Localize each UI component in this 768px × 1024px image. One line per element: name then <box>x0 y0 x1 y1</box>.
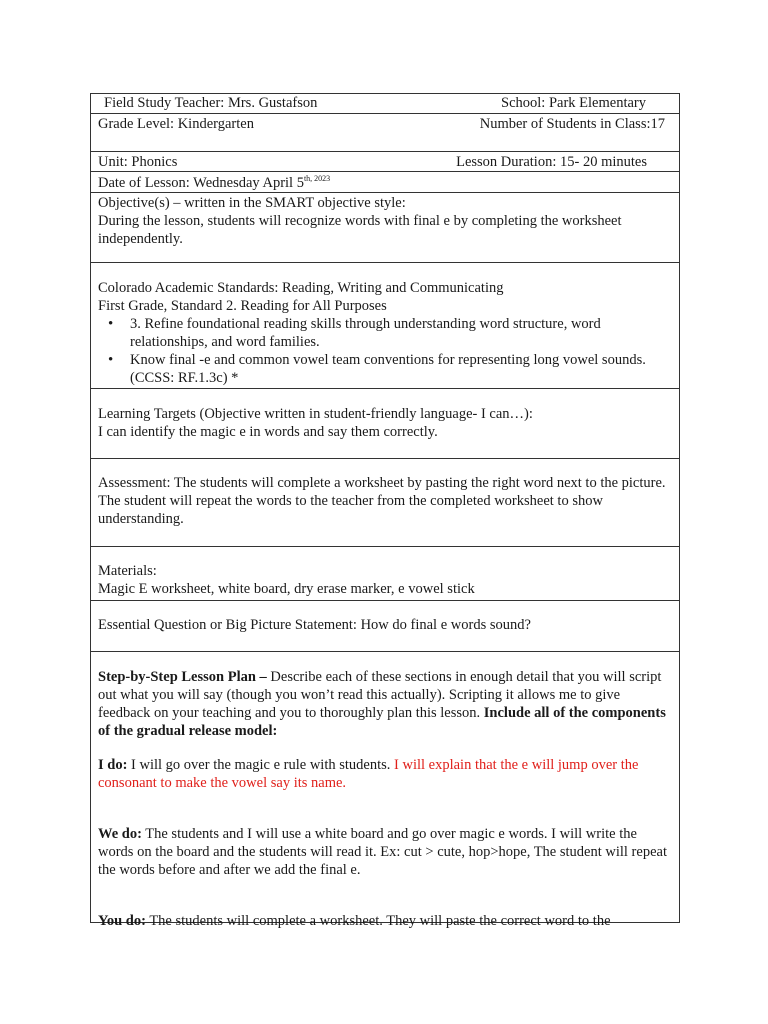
i-do-paragraph <box>98 756 672 792</box>
number-of-students: Number of Students in Class:17 <box>479 116 665 132</box>
i-do-text: I will go over the magic e rule with students. <box>127 757 395 773</box>
we-do-label: We do: <box>98 826 142 842</box>
you-do-label: You do: <box>98 913 146 929</box>
grade-level: Grade Level: Kindergarten <box>98 116 254 132</box>
lesson-plan-section <box>91 652 679 929</box>
standards-line-2: First Grade, Standard 2. Reading for All Purposes <box>98 298 387 314</box>
we-do-paragraph <box>98 825 672 879</box>
unit: Unit: Phonics <box>98 154 178 170</box>
you-do-paragraph <box>98 912 672 930</box>
teacher-row <box>91 94 679 114</box>
objectives-heading: Objective(s) – written in the SMART objective style: <box>98 195 406 211</box>
you-do-text: The students will complete a worksheet. They will paste the correct word to the <box>145 913 611 929</box>
lesson-duration: Lesson Duration: 15- 20 minutes <box>456 154 647 170</box>
assessment-section <box>91 459 679 547</box>
objectives-section <box>91 193 679 263</box>
school: School: Park Elementary <box>501 95 646 111</box>
standards-line-1: Colorado Academic Standards: Reading, Writing and Communicating <box>98 280 504 296</box>
i-do-red-text: I will explain that the e will jump over the consonant to make the vowel say its name. <box>98 757 639 791</box>
lesson-plan-description: Describe each of these sections in enough detail that you will script out what you will say (though you won’t read this actually). Scripting it allows me to give feedback on your teaching and you to thoroughly plan this lesson. <box>98 669 662 721</box>
unit-row <box>91 152 679 172</box>
standards-bullet: • Know final -e and common vowel team conventions for representing long vowel sounds. (CCSS: RF.1.3c) * <box>130 351 672 387</box>
materials-body: Magic E worksheet, white board, dry erase marker, e vowel stick <box>98 581 475 597</box>
materials-section <box>91 547 679 601</box>
date-of-lesson: Date of Lesson: Wednesday April 5 <box>98 175 304 191</box>
objectives-body: During the lesson, students will recognize words with final e by completing the worksheet independently. <box>98 213 622 247</box>
lesson-plan-title: Step-by-Step Lesson Plan – <box>98 669 267 685</box>
we-do-text: The students and I will use a white board and go over magic e words. I will write the words on the board and the students will read it. Ex: cut > cute, hop>hope, The student will repeat the words before and after we add the final e. <box>98 826 667 878</box>
assessment-text: Assessment: The students will complete a worksheet by pasting the right word next to the picture. The student will repeat the words to the teacher from the completed worksheet to show understanding. <box>98 475 666 527</box>
learning-targets-heading: Learning Targets (Objective written in student-friendly language- I can…): <box>98 406 533 422</box>
materials-heading: Materials: <box>98 563 157 579</box>
lesson-plan-table <box>90 93 680 929</box>
learning-targets-body: I can identify the magic e in words and say them correctly. <box>98 424 438 440</box>
essential-question-text: Essential Question or Big Picture Statement: How do final e words sound? <box>98 617 531 633</box>
standards-bullet: • 3. Refine foundational reading skills through understanding word structure, word relationships, and word families. <box>130 315 672 351</box>
lesson-plan-intro <box>98 668 672 740</box>
field-study-teacher: Field Study Teacher: Mrs. Gustafson <box>104 95 318 111</box>
standards-list <box>98 315 672 387</box>
lesson-plan-gradual-release: Include all of the components of the gradual release model: <box>98 705 666 739</box>
essential-question-section <box>91 601 679 652</box>
grade-row <box>91 114 679 152</box>
learning-targets-section <box>91 389 679 459</box>
date-superscript: th, 2023 <box>303 174 331 184</box>
date-row <box>91 172 679 193</box>
i-do-label: I do: <box>98 757 128 773</box>
standards-section <box>91 263 679 389</box>
